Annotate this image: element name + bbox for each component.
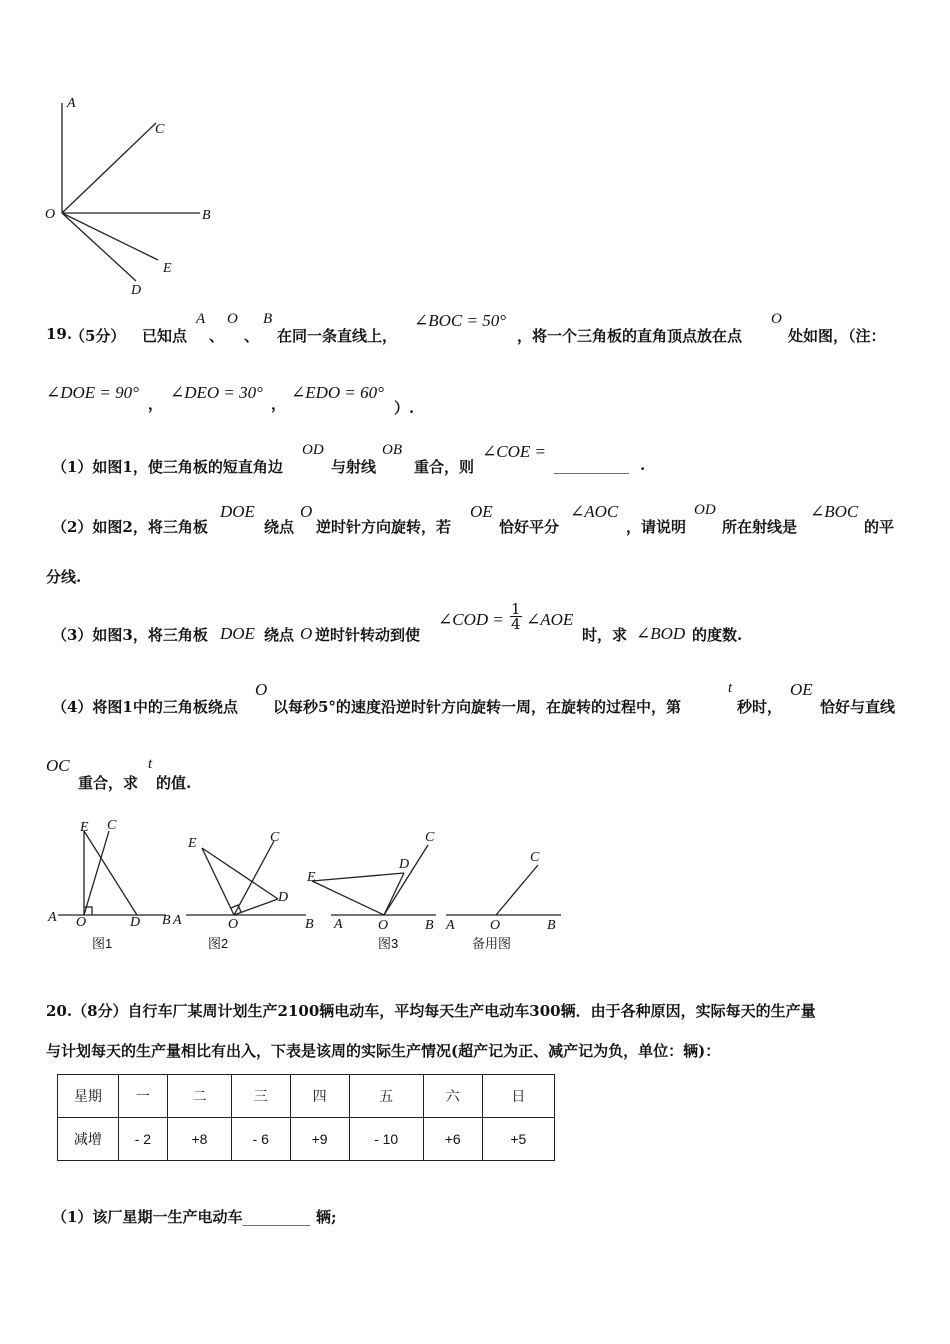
q19-p3-b: 绕点 [264,626,295,644]
fig1-edge-ed [84,831,137,915]
table-cell: +6 [423,1118,482,1161]
ray-od [62,213,136,281]
fig1-caption: 图1 [92,936,113,951]
fig4-drawing [446,865,561,915]
fig2-ray-oc [234,841,274,915]
q19-end1: ）. [394,399,415,417]
q19-p1-a: （1）如图1，使三角板的短直角边 [52,458,283,476]
q19-p2-doe: DOE [220,502,255,521]
fig1-label-d: D [130,915,141,930]
q19-p1-end: . [640,456,646,474]
q19-p3-bod: ∠BOD [636,624,686,643]
label-c: C [155,122,165,137]
fig3-label-o: O [378,918,389,933]
q19-point-b: B [263,311,273,327]
q20-p1-blank[interactable]: _________ [242,1208,310,1226]
fig3-edge-ed [312,873,404,881]
fig2-label-d: D [278,890,289,905]
q19-p4-b: 以每秒5°的速度沿逆时针方向旋转一周，在旋转的过程中，第 [273,698,681,716]
q19-p4-t: t [728,680,733,696]
q19-part1 [52,442,932,478]
table-cell: 星期 [58,1075,119,1118]
q19-part4-line2 [46,756,926,792]
q19-p3-cod: ∠COD = [438,610,504,629]
q20-line1 [46,1000,816,1021]
fig4-label-c: C [530,850,540,865]
q19-p3-doe: DOE [220,624,255,643]
q19-p3-e: 的度数. [692,626,743,644]
fig1-label-e: E [80,820,89,835]
table-cell: - 6 [231,1118,290,1161]
fig3-drawing [312,845,436,915]
q19-p4-oc: OC [46,756,70,775]
q19-text-d: 处如图，（注： [788,327,886,345]
fig4-ray-oc [496,865,538,915]
q19-p2-oe: OE [470,502,493,521]
q19-p3-c: 逆时针转动到使 [315,626,421,644]
table-cell: +5 [482,1118,554,1161]
table-cell: 三 [231,1075,290,1118]
fig1-ray-oc [84,831,109,915]
q19-comma1: ， [148,395,164,413]
q19-p2-c: 逆时针方向旋转，若 [316,518,452,536]
fig1-label-c: C [107,818,117,833]
fig3-label-b: B [425,918,434,933]
q20-number: 20. [46,1002,73,1020]
q19-p3-a: （3）如图3，将三角板 [52,626,208,644]
fig4-caption: 备用图 [472,936,512,951]
q20-part1 [52,1206,337,1227]
q19-p2-e: ，请说明 [626,518,687,536]
fig4-label-a: A [446,918,455,933]
fig3-label-a: A [334,917,343,932]
fig2-edge-od [234,899,278,915]
table-cell: 二 [168,1075,232,1118]
q19-angle-doe: ∠DOE = 90° [46,383,139,402]
q19-comma2: ， [271,395,287,413]
q19-p2-d: 恰好平分 [499,518,560,536]
q19-p2-aoc: ∠AOC [570,502,619,521]
label-o: O [45,207,56,222]
q19-p2-b: 绕点 [264,518,295,536]
fig2-caption: 图2 [208,936,229,951]
q19-p1-blank[interactable]: __________ [554,456,629,474]
q19-sep1: 、 [209,327,225,345]
table-header-row [58,1075,555,1118]
label-a: A [67,96,76,111]
label-b: B [202,208,211,223]
fig3-edge-od [384,873,404,915]
ray-oe [62,213,158,260]
q19-p1-od: OD [302,442,324,458]
fig4-label-b: B [547,918,556,933]
fig3-ray-oc [384,845,428,915]
q19-line1 [46,311,926,347]
fraction-numerator: 1 [511,600,521,618]
q19-p2-a: （2）如图2，将三角板 [52,518,208,536]
fig4-label-o: O [490,918,501,933]
q19-part4 [52,680,932,716]
fig2-label-o: O [228,917,239,932]
q19-points: （5分） [70,327,126,345]
q19-point-o2: O [771,311,782,327]
q19-p2-boc: ∠BOC [810,502,859,521]
label-e: E [163,261,172,276]
q19-p2-g: 的平 [864,518,895,536]
fig3-label-d: D [399,857,410,872]
table-cell: +9 [290,1118,349,1161]
q19-part2 [52,502,932,538]
table-cell: 四 [290,1075,349,1118]
figure-angles [40,95,230,305]
q19-p4-o: O [255,680,268,699]
table-cell: 一 [118,1075,167,1118]
q19-point-o: O [227,311,238,327]
table-cell: 五 [349,1075,423,1118]
q20-points: （8分） [72,1002,128,1020]
q19-p4-d: 恰好与直线 [820,698,896,716]
q19-p3-d: 时，求 [582,626,628,644]
fig2-label-a: A [173,913,182,928]
fig3-caption: 图3 [378,936,399,951]
q19-p4-c: 秒时， [737,698,783,716]
ray-oc [62,123,156,213]
table-cell: - 2 [118,1118,167,1161]
q19-p3-fraction [510,602,522,631]
q19-p4-a: （4）将图1中的三角板绕点 [52,698,238,716]
q19-text-b: 在同一条直线上， [277,327,398,345]
fig3-edge-eo [312,881,384,915]
q20-line2: 与计划每天的生产量相比有出入，下表是该周的实际生产情况(超产记为正、减产记为负，单位：辆)： [46,1042,721,1060]
q20-p1-a: （1）该厂星期一生产电动车 [52,1208,243,1226]
q19-text-c: ，将一个三角板的直角顶点放在点 [517,327,743,345]
q19-p2-f: 所在射线是 [722,518,798,536]
q19-line2 [46,383,926,419]
q20-text-1: 自行车厂某周计划生产2100辆电动车，平均每天生产电动车300辆．由于各种原因，实际每天的生产量 [127,1002,816,1020]
q20-p1-b: 辆; [315,1208,337,1226]
table-cell: 减增 [58,1118,119,1161]
fig1-label-b: B [162,913,171,928]
fig2-label-e: E [188,836,197,851]
fig1-drawing [58,831,166,915]
q19-angle-edo: ∠EDO = 60° [291,383,384,402]
fraction-denominator: 4 [511,615,521,633]
q19-p1-ob: OB [382,442,402,458]
q19-p2-od: OD [694,502,716,518]
q19-p4-f: 的值. [156,774,192,792]
fig3-label-c: C [425,830,435,845]
fig1-label-o: O [76,915,87,930]
q19-p1-b: 与射线 [331,458,377,476]
q19-p4-oe: OE [790,680,813,699]
table-cell: 日 [482,1075,554,1118]
q19-p2-o: O [300,502,313,521]
q19-text-a: 已知点 [142,327,188,345]
table-cell: 六 [423,1075,482,1118]
q19-p3-aoe: ∠AOE [526,610,574,629]
table-cell: - 10 [349,1118,423,1161]
q19-p1-c: 重合，则 [414,458,475,476]
fig1-label-a: A [48,910,57,925]
q19-angle-deo: ∠DEO = 30° [170,383,263,402]
q19-part3 [52,600,932,646]
table-cell: +8 [168,1118,232,1161]
q19-p4-t2: t [148,756,153,772]
q19-sep2: 、 [244,327,260,345]
production-table [57,1074,555,1161]
fig2-label-c: C [270,830,280,845]
label-d: D [131,283,142,298]
q19-point-a: A [196,311,206,327]
q19-p1-coe: ∠COE = [482,442,546,461]
fig2-label-b: B [305,917,314,932]
q19-p4-e: 重合，求 [78,774,139,792]
q19-angle-boc: ∠BOC = 50° [414,311,507,330]
q19-p3-o: O [300,624,313,643]
table-row [58,1118,555,1161]
fig3-label-e: E [307,870,316,885]
q19-p2-h: 分线. [46,568,82,586]
q19-number: 19. [46,325,73,343]
